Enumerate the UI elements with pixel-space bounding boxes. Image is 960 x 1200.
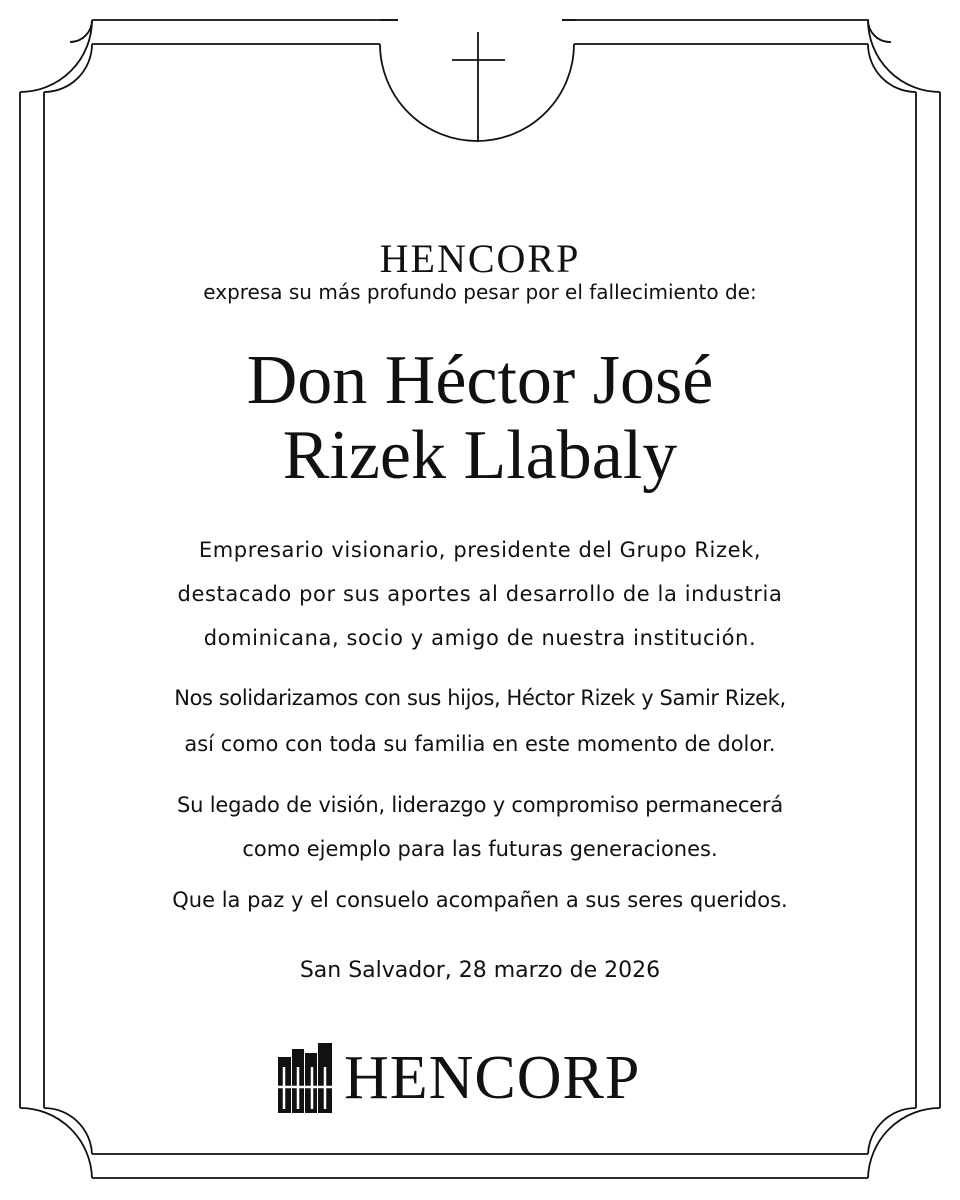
legacy-line: Su legado de visión, liderazgo y compromiso permanecerá — [177, 793, 783, 817]
place-date: San Salvador, 28 marzo de 2026 — [299, 958, 661, 983]
intro-text: expresa su más profundo pesar por el fallecimiento de: — [203, 280, 757, 304]
bio-line: dominicana, socio y amigo de nuestra institución. — [203, 626, 757, 650]
hencorp-logo-wordmark: HENCORP — [344, 1044, 641, 1112]
hencorp-logo — [276, 1040, 640, 1116]
condolences-line: Nos solidarizamos con sus hijos, Héctor Rizek y Samir Rizek, — [174, 686, 786, 710]
bio-line: destacado por sus aportes al desarrollo de la industria — [177, 582, 783, 606]
hencorp-logo-icon — [276, 1043, 334, 1113]
deceased-name-line-2: Rizek Llabaly — [282, 417, 678, 494]
organization-title: HENCORP — [379, 236, 581, 281]
deceased-name-line-1: Don Héctor José — [246, 342, 714, 419]
bio-paragraph — [0, 528, 960, 660]
legacy-paragraph — [0, 783, 960, 871]
peace-text: Que la paz y el consuelo acompañen a sus seres queridos. — [172, 888, 788, 912]
condolences-paragraph — [0, 675, 960, 767]
legacy-line: como ejemplo para las futuras generaciones. — [242, 837, 718, 861]
cross-icon — [450, 30, 510, 146]
bio-line: Empresario visionario, presidente del Grupo Rizek, — [198, 538, 762, 562]
condolences-line: así como con toda su familia en este momento de dolor. — [184, 732, 776, 756]
